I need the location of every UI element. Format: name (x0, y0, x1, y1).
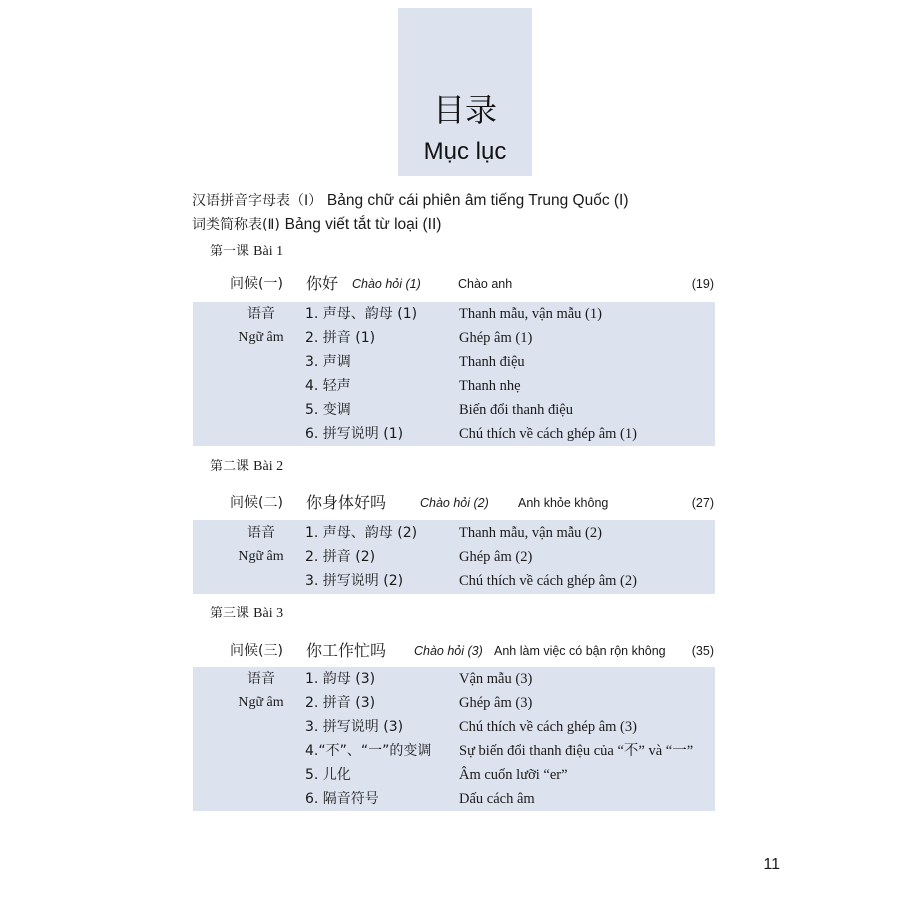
category-label-chinese: 语音 (247, 525, 275, 541)
item-chinese: 1. 韵母 (3) (305, 671, 376, 687)
lesson-3-phonetics-box (193, 667, 715, 811)
toc-entry-pinyin-alphabet[interactable] (192, 190, 629, 211)
topic-page-number: (19) (691, 277, 714, 291)
item-chinese: 5. 变调 (305, 402, 351, 418)
lesson-title-vietnamese: Bài 3 (253, 606, 284, 621)
toc-item[interactable] (193, 398, 715, 422)
topic-subtitle-vietnamese: Anh làm việc có bận rộn không (494, 644, 666, 658)
toc-item[interactable] (193, 569, 715, 593)
topic-page-number: (27) (691, 496, 714, 510)
topic-title-vietnamese: Chào hỏi (2) (420, 496, 489, 510)
item-chinese: 3. 拼写说明 (3) (305, 719, 404, 735)
entry-label-vietnamese: Bảng chữ cái phiên âm tiếng Trung Quốc (I) (326, 192, 629, 209)
item-chinese: 2. 拼音 (2) (305, 549, 376, 565)
toc-item[interactable] (193, 521, 715, 545)
lesson-title-chinese: 第二课 (210, 459, 250, 474)
toc-item[interactable] (193, 302, 715, 326)
topic-subtitle-vietnamese: Chào anh (458, 277, 513, 291)
lesson-3-title (210, 604, 283, 624)
topic-label: 问候(一) (230, 276, 283, 292)
item-vietnamese: Thanh điệu (459, 354, 525, 370)
topic-title-chinese: 你工作忙吗 (306, 641, 387, 660)
item-vietnamese: Dấu cách âm (459, 791, 535, 807)
item-vietnamese: Ghép âm (2) (459, 549, 533, 565)
item-vietnamese: Thanh mẫu, vận mẫu (1) (459, 306, 602, 322)
lesson-1-title (210, 242, 283, 262)
toc-item[interactable] (193, 350, 715, 374)
topic-title-chinese: 你好 (306, 274, 339, 293)
entry-label-vietnamese: Bảng viết tắt từ loại (II) (284, 216, 442, 233)
item-chinese: 6. 拼写说明 (1) (305, 426, 404, 442)
item-vietnamese: Biến đổi thanh điệu (459, 402, 573, 418)
entry-label-chinese: 词类简称表(Ⅱ) (192, 217, 280, 233)
lesson-3-topic-entry[interactable] (230, 640, 714, 662)
toc-title-vietnamese: Mục lục (423, 138, 507, 165)
toc-item[interactable] (193, 667, 715, 691)
category-label-vietnamese: Ngữ âm (238, 549, 284, 564)
page-number: 11 (763, 856, 780, 873)
lesson-title-chinese: 第一课 (210, 244, 250, 259)
item-vietnamese: Thanh mẫu, vận mẫu (2) (459, 525, 602, 541)
category-label-vietnamese: Ngữ âm (238, 695, 284, 710)
category-label-chinese: 语音 (247, 671, 275, 687)
toc-item[interactable] (193, 787, 715, 811)
topic-title-chinese: 你身体好吗 (306, 493, 387, 512)
item-chinese: 3. 拼写说明 (2) (305, 573, 404, 589)
toc-item[interactable] (193, 545, 715, 569)
item-chinese: 4.“不”、“一”的变调 (305, 743, 432, 759)
toc-item[interactable] (193, 422, 715, 446)
lesson-1-phonetics-box (193, 302, 715, 446)
topic-label: 问候(二) (230, 495, 283, 511)
item-vietnamese: Ghép âm (3) (459, 695, 533, 711)
item-vietnamese: Ghép âm (1) (459, 330, 533, 346)
item-chinese: 5. 儿化 (305, 767, 351, 783)
toc-item[interactable] (193, 763, 715, 787)
toc-item[interactable] (193, 326, 715, 350)
category-label-vietnamese: Ngữ âm (238, 330, 284, 345)
item-chinese: 2. 拼音 (1) (305, 330, 376, 346)
lesson-2-title (210, 457, 283, 477)
toc-item[interactable] (193, 374, 715, 398)
topic-title-vietnamese: Chào hỏi (3) (414, 644, 483, 658)
toc-item[interactable] (193, 715, 715, 739)
topic-title-vietnamese: Chào hỏi (1) (352, 277, 421, 291)
category-label-chinese: 语音 (247, 306, 275, 322)
entry-label-chinese: 汉语拼音字母表（Ⅰ） (192, 193, 323, 209)
item-vietnamese: Chú thích về cách ghép âm (2) (459, 573, 637, 589)
item-chinese: 3. 声调 (305, 354, 351, 370)
item-vietnamese: Âm cuốn lưỡi “er” (459, 767, 568, 783)
topic-label: 问候(三) (230, 643, 283, 659)
item-chinese: 6. 隔音符号 (305, 791, 379, 807)
lesson-title-vietnamese: Bài 2 (253, 459, 284, 474)
lesson-2-phonetics-box (193, 520, 715, 594)
topic-subtitle-vietnamese: Anh khỏe không (518, 496, 609, 510)
toc-item[interactable] (193, 691, 715, 715)
item-vietnamese: Chú thích về cách ghép âm (1) (459, 426, 637, 442)
lesson-1-topic-entry[interactable] (230, 273, 714, 295)
toc-entry-word-class-abbreviations[interactable] (192, 214, 441, 235)
item-chinese: 1. 声母、韵母 (2) (305, 525, 418, 541)
item-chinese: 2. 拼音 (3) (305, 695, 376, 711)
item-vietnamese: Chú thích về cách ghép âm (3) (459, 719, 637, 735)
toc-item[interactable] (193, 739, 715, 763)
lesson-title-vietnamese: Bài 1 (253, 244, 284, 259)
item-vietnamese: Thanh nhẹ (459, 378, 521, 394)
lesson-title-chinese: 第三课 (210, 606, 250, 621)
lesson-2-topic-entry[interactable] (230, 492, 714, 514)
item-chinese: 1. 声母、韵母 (1) (305, 306, 418, 322)
toc-title-chinese: 目录 (432, 91, 497, 129)
item-chinese: 4. 轻声 (305, 378, 351, 394)
item-vietnamese: Sự biến đổi thanh điệu của “不” và “一” (459, 743, 694, 759)
item-vietnamese: Vận mẫu (3) (459, 671, 533, 687)
topic-page-number: (35) (691, 644, 714, 658)
